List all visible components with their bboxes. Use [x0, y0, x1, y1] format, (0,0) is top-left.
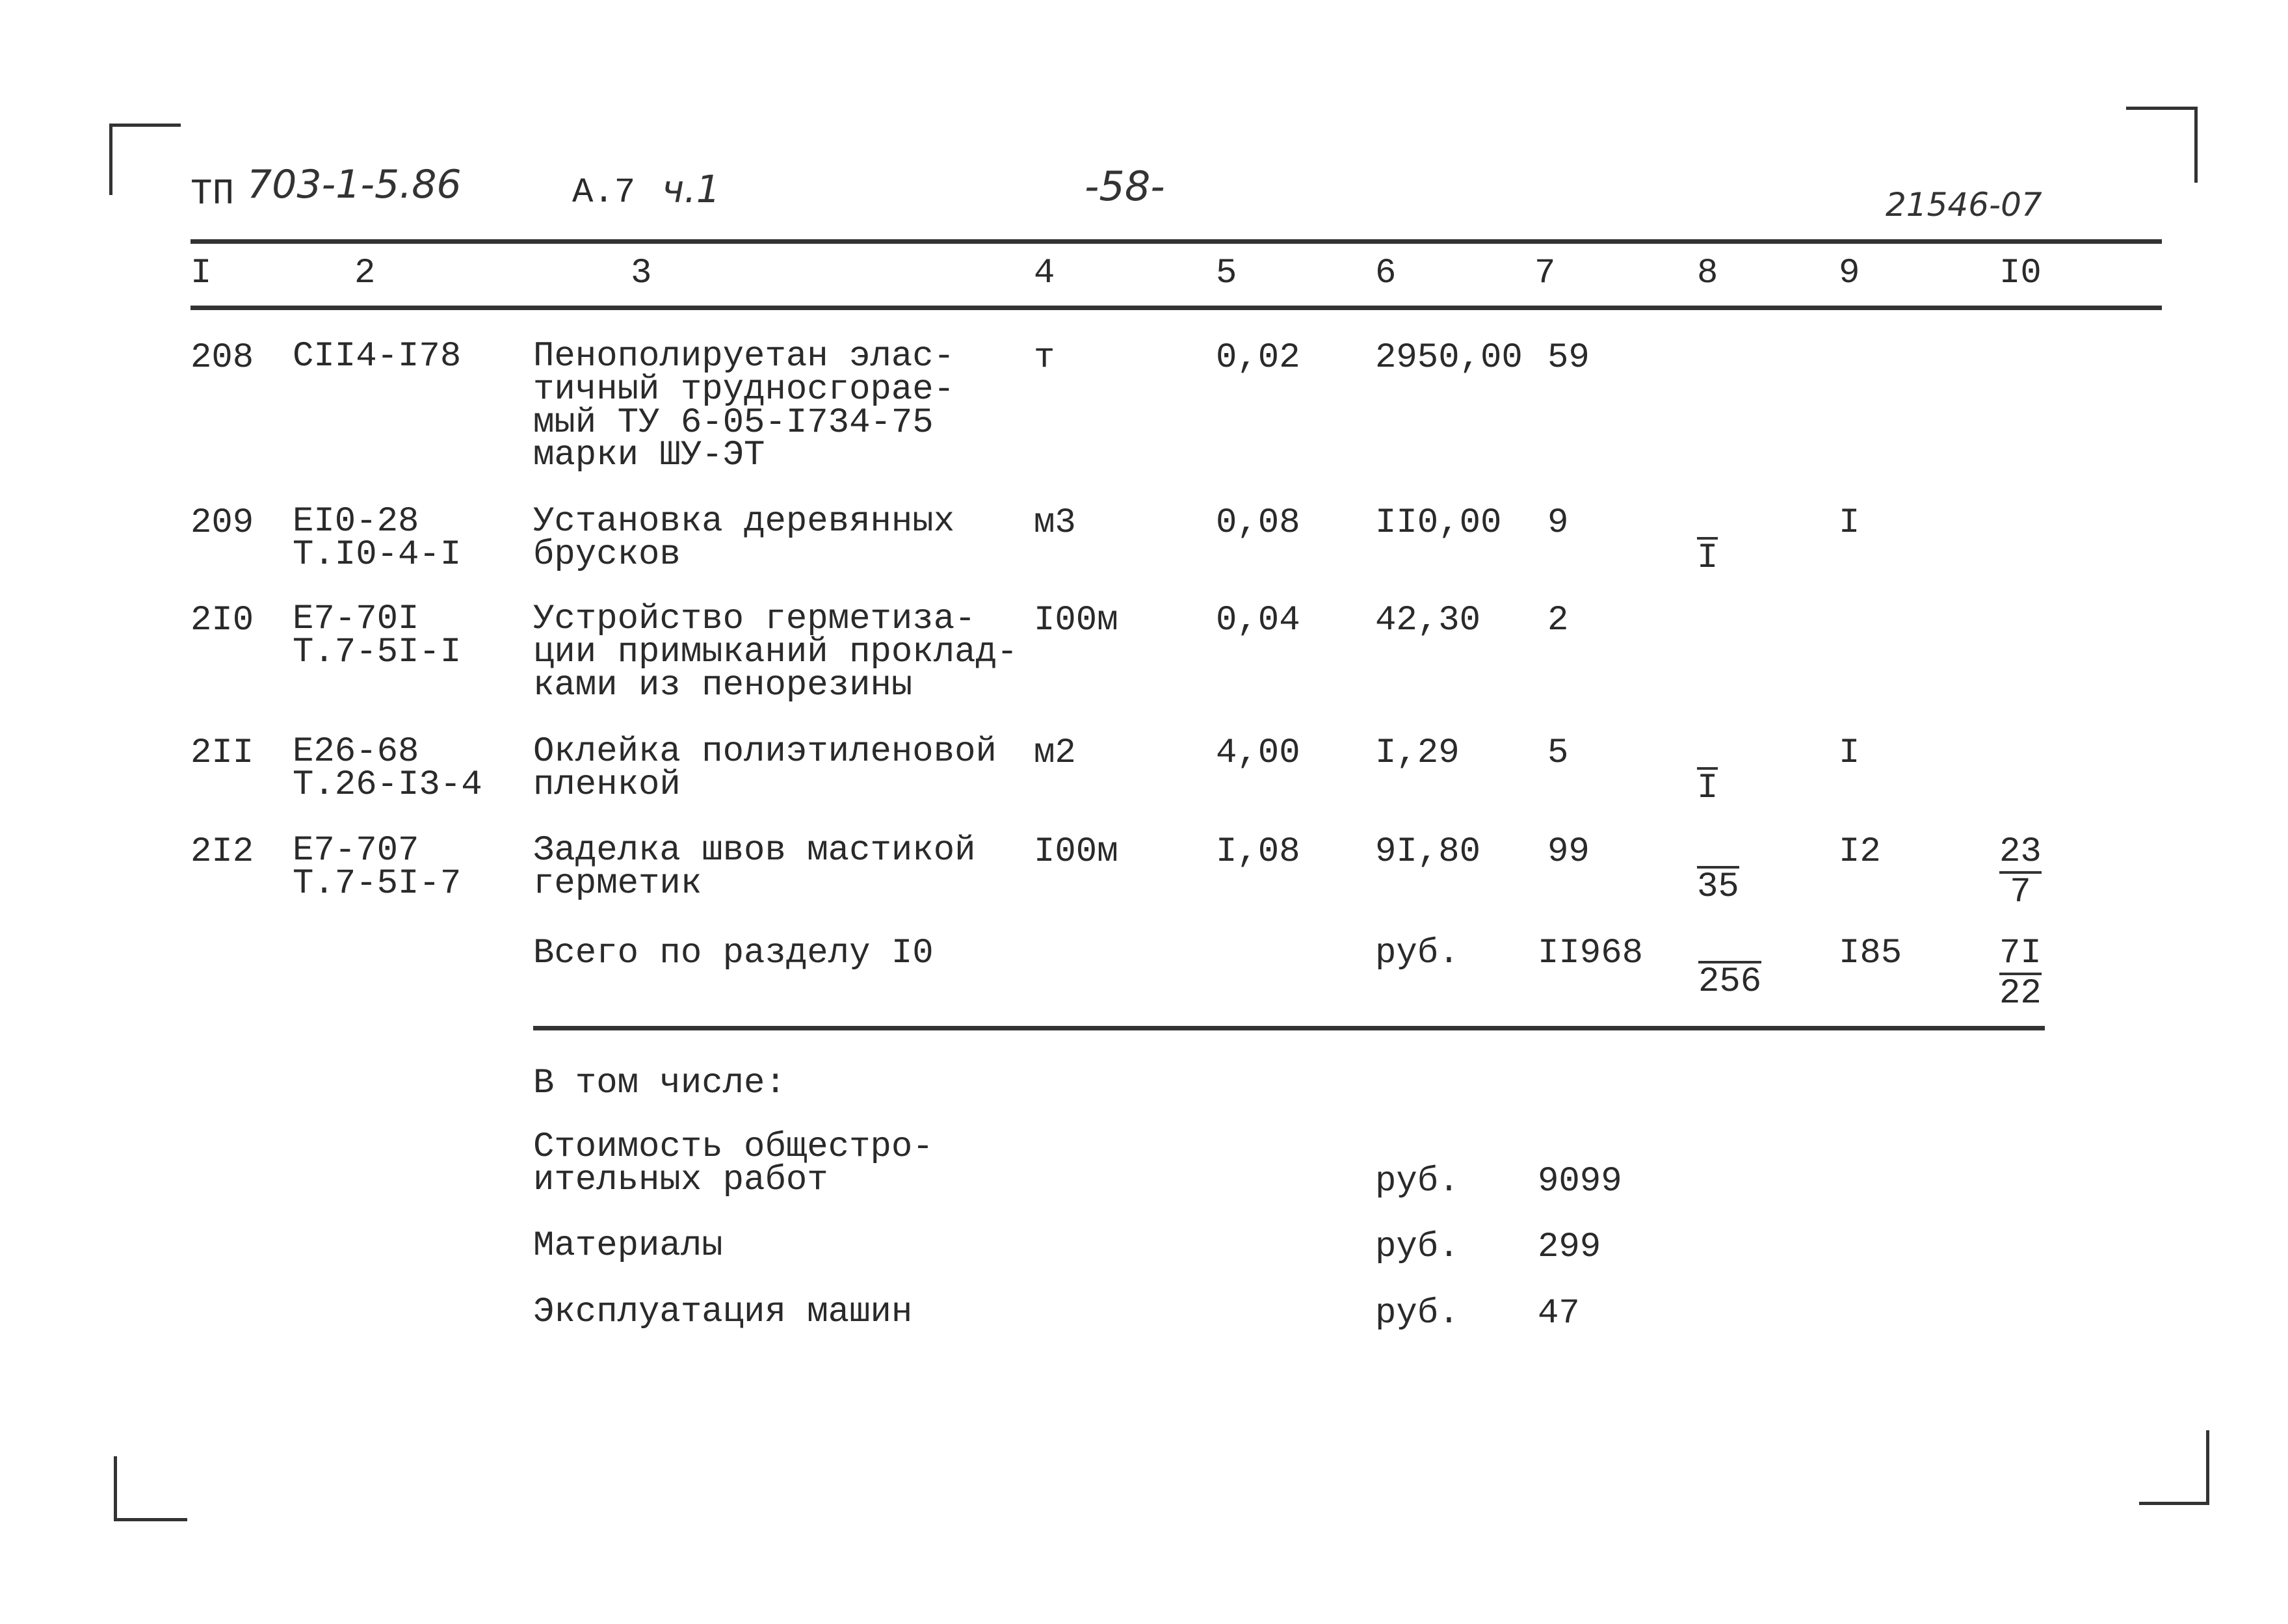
total-cost: 99 — [1547, 832, 1590, 872]
work-description — [533, 831, 976, 904]
breakdown-label-line: Материалы — [533, 1226, 723, 1266]
work-description-line: Заделка швов мастикой — [533, 831, 976, 871]
norm-code-line: Т.26-I3-4 — [293, 765, 482, 805]
work-description — [533, 337, 955, 476]
column-header-4: 4 — [1034, 254, 1055, 293]
work-description-line: пленкой — [533, 765, 681, 805]
quantity: 0,02 — [1216, 338, 1300, 378]
header-rule-top — [191, 239, 2162, 244]
row-number: 2I2 — [191, 832, 254, 872]
unit-price: II0,00 — [1375, 503, 1502, 543]
section-total-col9: I85 — [1839, 934, 1902, 973]
breakdown-label-line: Стоимость общестро- — [533, 1127, 934, 1167]
document-series: ТП — [191, 173, 235, 215]
column-header-7: 7 — [1534, 254, 1556, 293]
col8-value: 35 — [1697, 867, 1739, 907]
work-description-line: мый ТУ 6-05-I734-75 — [533, 402, 934, 443]
archive-number: 21546-07 — [1886, 186, 2042, 224]
crop-mark-bottom-left — [114, 1456, 187, 1521]
norm-code-line: Т.I0-4-I — [293, 534, 462, 575]
breakdown-value: 299 — [1538, 1227, 1601, 1267]
column-header-3: 3 — [631, 254, 652, 293]
col8-value: I — [1697, 538, 1718, 578]
work-description-line: ции примыканий проклад- — [533, 632, 1018, 672]
breakdown-value: 9099 — [1538, 1162, 1622, 1201]
norm-code-line: Е7-70I — [293, 599, 419, 639]
work-description-line: герметик — [533, 863, 702, 904]
series-number: 703-1-5.86 — [247, 162, 462, 207]
work-description-line: Устройство герметиза- — [533, 599, 976, 639]
work-description-line: Пенополируетан элас- — [533, 337, 955, 376]
breakdown-unit: руб. — [1375, 1162, 1460, 1201]
album-label: А.7 — [572, 173, 636, 213]
total-cost: 2 — [1547, 601, 1569, 640]
work-description-line: Оклейка полиэтиленовой — [533, 732, 997, 772]
section-total-col8: 256 — [1698, 962, 1762, 1002]
breakdown-label — [533, 1226, 723, 1266]
work-description-line: брусков — [533, 534, 681, 575]
breakdown-heading: В том числе: — [533, 1064, 786, 1103]
breakdown-label — [533, 1127, 934, 1200]
breakdown-value: 47 — [1538, 1294, 1580, 1333]
col9-value: I — [1839, 503, 1860, 543]
work-description — [533, 502, 955, 575]
column-header-2: 2 — [354, 254, 376, 293]
column-header-5: 5 — [1216, 254, 1237, 293]
crop-mark-bottom-right — [2139, 1430, 2209, 1505]
column-header-8: 8 — [1697, 254, 1718, 293]
part-label: ч.1 — [662, 167, 720, 211]
section-total-col10: $\frac{7I}{22}$ — [1999, 934, 2042, 1014]
norm-code-line: СII4-I78 — [293, 337, 462, 376]
unit-price: 42,30 — [1375, 601, 1481, 640]
quantity: 4,00 — [1216, 733, 1300, 773]
breakdown-unit: руб. — [1375, 1294, 1460, 1333]
work-description-line: тичный трудносгорае- — [533, 369, 955, 410]
column-header-6: 6 — [1375, 254, 1397, 293]
unit: м2 — [1034, 733, 1076, 773]
col9-value: I2 — [1839, 832, 1881, 872]
unit-price: 2950,00 — [1375, 338, 1523, 378]
norm-code-line: Е26-68 — [293, 732, 419, 772]
row-number: 208 — [191, 338, 254, 378]
norm-code — [293, 599, 462, 672]
breakdown-label-line: Эксплуатация машин — [533, 1292, 913, 1332]
column-header-9: 9 — [1839, 254, 1860, 293]
norm-code-line: Т.7-5I-7 — [293, 863, 462, 904]
quantity: 0,08 — [1216, 503, 1300, 543]
row-number: 2I0 — [191, 601, 254, 640]
total-cost: 59 — [1547, 338, 1590, 378]
norm-code-line: Е7-707 — [293, 831, 419, 871]
work-description-line: Установка деревянных — [533, 502, 955, 542]
norm-code — [293, 831, 462, 904]
total-cost: 9 — [1547, 503, 1569, 543]
column-header-10: I0 — [1999, 254, 2042, 293]
quantity: I,08 — [1216, 832, 1300, 872]
unit-price: 9I,80 — [1375, 832, 1481, 872]
norm-code — [293, 732, 482, 805]
row-number: 2II — [191, 733, 254, 773]
work-description-line: ками из пенорезины — [533, 665, 913, 705]
row-number: 209 — [191, 503, 254, 543]
breakdown-label — [533, 1292, 913, 1332]
unit-price: I,29 — [1375, 733, 1460, 773]
col8-value: I — [1697, 768, 1718, 808]
breakdown-label-line: ительных работ — [533, 1160, 828, 1200]
total-cost: 5 — [1547, 733, 1569, 773]
unit: м3 — [1034, 503, 1076, 543]
crop-mark-top-right — [2126, 107, 2198, 183]
total-rule — [533, 1026, 2045, 1030]
section-total-label: Всего по разделу I0 — [533, 934, 934, 973]
section-total-value: II968 — [1538, 934, 1644, 973]
unit: I00м — [1034, 832, 1118, 872]
unit: I00м — [1034, 601, 1118, 640]
unit: т — [1034, 338, 1055, 378]
norm-code — [293, 502, 462, 575]
work-description — [533, 599, 1018, 705]
norm-code — [293, 337, 462, 376]
crop-mark-top-left — [109, 124, 181, 195]
quantity: 0,04 — [1216, 601, 1300, 640]
col10-value: $\frac{23}{7}$ — [1999, 832, 2042, 912]
work-description — [533, 732, 997, 805]
section-total-unit: руб. — [1375, 934, 1460, 973]
breakdown-unit: руб. — [1375, 1227, 1460, 1267]
column-header-1: I — [191, 254, 212, 293]
norm-code-line: ЕI0-28 — [293, 502, 419, 542]
header-rule-bottom — [191, 306, 2162, 310]
page-number: -58- — [1085, 163, 1165, 210]
norm-code-line: Т.7-5I-I — [293, 632, 462, 672]
col9-value: I — [1839, 733, 1860, 773]
work-description-line: марки ШУ-ЭТ — [533, 436, 765, 476]
